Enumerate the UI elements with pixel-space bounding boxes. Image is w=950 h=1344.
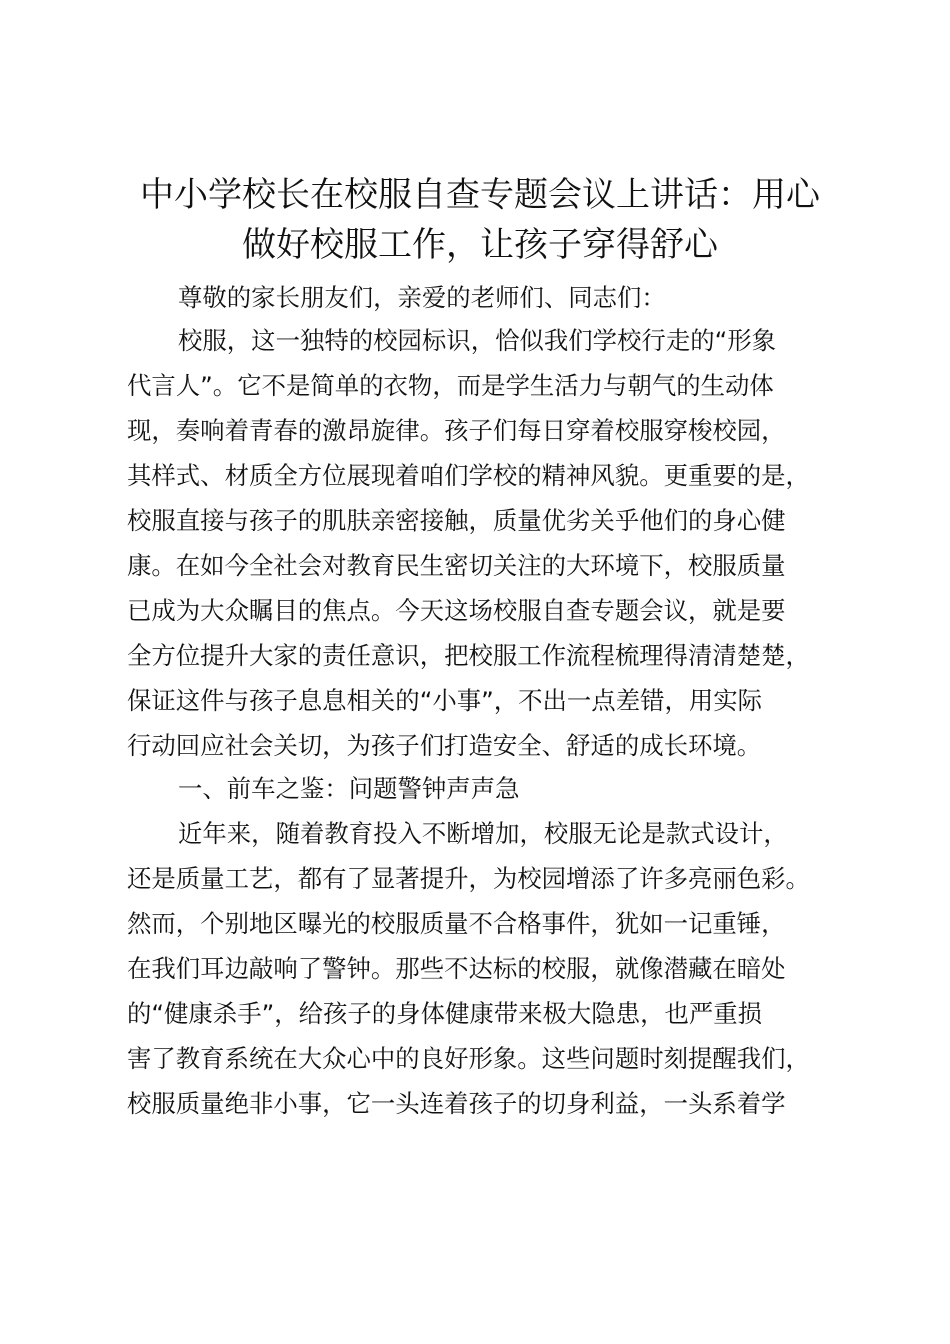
body-line: 全方位提升大家的责任意识，把校服工作流程梳理得清清楚楚， [127, 641, 810, 670]
body-line: 行动回应社会关切，为孩子们打造安全、舒适的成长环境。 [127, 731, 762, 760]
document-title-line-2: 做好校服工作，让孩子穿得舒心 [242, 225, 718, 265]
body-line: 近年来，随着教育投入不断增加，校服无论是款式设计， [178, 819, 788, 848]
body-line: 代言人”。它不是简单的衣物，而是学生活力与朝气的生动体 [127, 371, 774, 400]
body-line: 校服，这一独特的校园标识，恰似我们学校行走的“形象 [178, 326, 777, 355]
body-line: 保证这件与孩子息息相关的“小事”，不出一点差错，用实际 [127, 686, 763, 715]
body-line: 校服质量绝非小事，它一头连着孩子的切身利益，一头系着学 [127, 1089, 786, 1118]
body-line: 在我们耳边敲响了警钟。那些不达标的校服，就像潜藏在暗处 [127, 954, 786, 983]
body-line: 校服直接与孩子的肌肤亲密接触，质量优劣关乎他们的身心健 [127, 506, 786, 535]
salutation: 尊敬的家长朋友们，亲爱的老师们、同志们： [178, 283, 666, 312]
body-line: 还是质量工艺，都有了显著提升，为校园增添了许多亮丽色彩。 [127, 864, 810, 893]
body-line: 然而，个别地区曝光的校服质量不合格事件，犹如一记重锤， [127, 909, 786, 938]
body-line: 现，奏响着青春的激昂旋律。孩子们每日穿着校服穿梭校园， [127, 416, 786, 445]
body-line: 其样式、材质全方位展现着咱们学校的精神风貌。更重要的是， [127, 461, 810, 490]
document-title-line-1: 中小学校长在校服自查专题会议上讲话：用心 [140, 175, 820, 215]
body-line: 的“健康杀手”，给孩子的身体健康带来极大隐患，也严重损 [127, 999, 763, 1028]
body-line: 害了教育系统在大众心中的良好形象。这些问题时刻提醒我们， [127, 1044, 810, 1073]
body-line: 康。在如今全社会对教育民生密切关注的大环境下，校服质量 [127, 551, 786, 580]
body-line: 已成为大众瞩目的焦点。今天这场校服自查专题会议，就是要 [127, 596, 786, 625]
section-heading: 一、前车之鉴：问题警钟声声急 [178, 774, 520, 803]
